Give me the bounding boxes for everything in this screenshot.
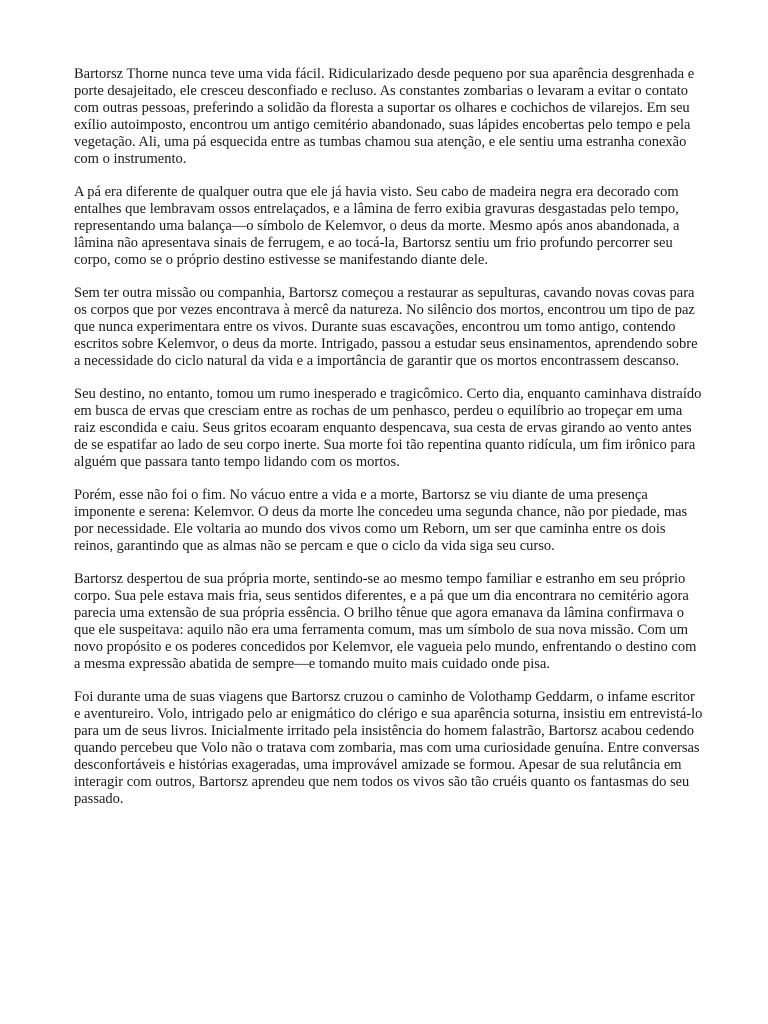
paragraph-3: Sem ter outra missão ou companhia, Bartorsz começou a restaurar as sepulturas, cavando novas covas para os corpos que por vezes encontrava à mercê da natureza. No silêncio dos mortos, encontrou um tipo de paz que nunca experimentara entre os vivos. Durante suas escavações, encontrou um tomo antigo, contendo escritos sobre Kelemvor, o deus da morte. Intrigado, passou a estudar seus ensinamentos, aprendendo sobre a necessidade do ciclo natural da vida e a importância de garantir que os mortos encontrassem descanso. <box>74 284 698 369</box>
paragraph-1: Bartorsz Thorne nunca teve uma vida fácil. Ridicularizado desde pequeno por sua aparência desgrenhada e porte desajeitado, ele cresceu desconfiado e recluso. As constantes zombarias o levaram a evitar o contato com outras pessoas, preferindo a solidão da floresta a suportar os olhares e cochichos de vilarejos. Em seu exílio autoimposto, encontrou um antigo cemitério abandonado, suas lápides encobertas pelo tempo e pela vegetação. Ali, uma pá esquecida entre as tumbas chamou sua atenção, e ele sentiu uma estranha conexão com o instrumento. <box>74 66 695 167</box>
paragraph-7: Foi durante uma de suas viagens que Bartorsz cruzou o caminho de Volothamp Geddarm, o infame escritor e aventureiro. Volo, intrigado pelo ar enigmático do clérigo e sua aparência soturna, insistiu em entrevistá-lo para um de seus livros. Inicialmente irritado pela insistência do homem falastrão, Bartorsz acabou cedendo quando percebeu que Volo não o tratava com zombaria, mas com uma curiosidade genuína. Entre conversas desconfortáveis e histórias exageradas, uma improvável amizade se formou. Apesar de sua relutância em interagir com outros, Bartorsz aprendeu que nem todos os vivos são tão cruéis quanto os fantasmas do seu passado. <box>74 689 703 807</box>
paragraph-6: Bartorsz despertou de sua própria morte, sentindo-se ao mesmo tempo familiar e estranho em seu próprio corpo. Sua pele estava mais fria, seus sentidos diferentes, e a pá que um dia encontrara no cemitério agora parecia uma extensão de sua própria essência. O brilho tênue que agora emanava da lâmina confirmava o que ele suspeitava: aquilo não era uma ferramenta comum, mas um símbolo de sua nova missão. Com um novo propósito e os poderes concedidos por Kelemvor, ele vagueia pelo mundo, enfrentando o destino com a mesma expressão abatida de sempre—e tomando muito mais cuidado onde pisa. <box>74 571 697 672</box>
paragraph-5: Porém, esse não foi o fim. No vácuo entre a vida e a morte, Bartorsz se viu diante de uma presença imponente e serena: Kelemvor. O deus da morte lhe concedeu uma segunda chance, não por piedade, mas por necessidade. Ele voltaria ao mundo dos vivos como um Reborn, um ser que caminha entre os dois reinos, garantindo que as almas não se percam e que o ciclo da vida siga seu curso. <box>74 487 688 554</box>
document-page <box>74 66 704 824</box>
paragraph-4: Seu destino, no entanto, tomou um rumo inesperado e tragicômico. Certo dia, enquanto caminhava distraído em busca de ervas que cresciam entre as rochas de um penhasco, perdeu o equilíbrio ao tropeçar em uma raiz escondida e caiu. Seus gritos ecoaram enquanto despencava, sua cesta de ervas girando ao vento antes de se espatifar ao lado de seu corpo inerte. Sua morte foi tão repentina quanto ridícula, um fim irônico para alguém que passara tanto tempo lidando com os mortos. <box>74 386 702 470</box>
paragraph-2: A pá era diferente de qualquer outra que ele já havia visto. Seu cabo de madeira negra era decorado com entalhes que lembravam ossos entrelaçados, e a lâmina de ferro exibia gravuras desgastadas pelo tempo, representando uma balança—o símbolo de Kelemvor, o deus da morte. Mesmo após anos abandonada, a lâmina não apresentava sinais de ferrugem, e ao tocá-la, Bartorsz sentiu um frio profundo percorrer seu corpo, como se o próprio destino estivesse se manifestando diante dele. <box>74 183 680 268</box>
